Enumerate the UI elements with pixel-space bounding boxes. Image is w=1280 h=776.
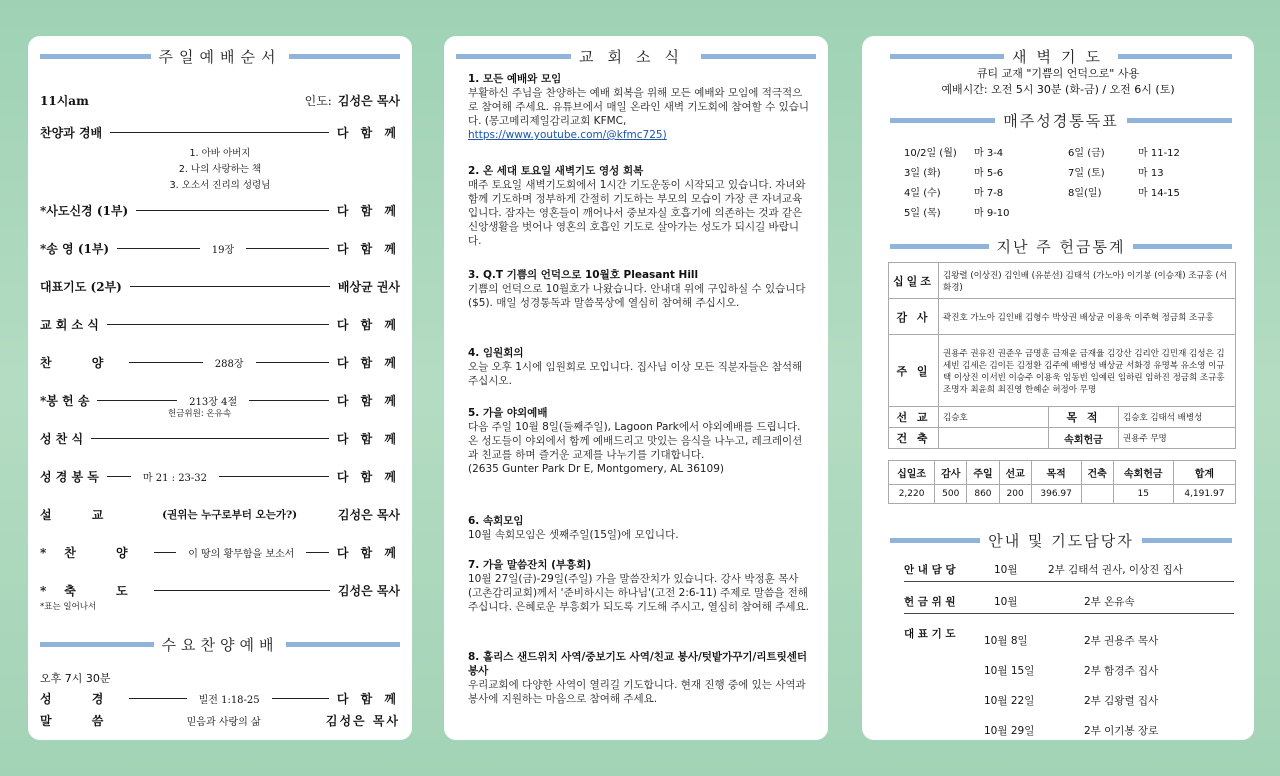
offering-note: 헌금위원: 온유속 xyxy=(168,409,232,419)
news-item: 2. 온 세대 토요일 새벽기도 영성 회복 매주 토요일 새벽기도회에서 1시간 기도운동이 시작되고 있습니다. 자녀와 함께 기도하며 정부하게 간절히 기도하는 부모의 모습이 가장 큰 자녀교육입니다. 잠자는 영혼들이 깨어나서 중보자실 호흡기에 의존하는 것과 같은 신앙생활을 벗어나 영혼의 호흡인 기도로 살아가는 성도가 되시길 바랍니다. xyxy=(468,165,806,247)
bible-reading-title: 매주성경통독표 xyxy=(1003,112,1119,130)
church-news-title: 교회소식 xyxy=(579,48,693,66)
order-item: *봉 헌 송 213장 4절 다 함 께 xyxy=(40,394,401,408)
leader-name: 김성은 목사 xyxy=(337,94,400,108)
order-item: 대표기도 (2부) 배상균 권사 xyxy=(40,280,400,294)
offering-totals-table xyxy=(888,460,1236,504)
church-news-heading xyxy=(456,46,816,67)
order-item: *찬 양 이 땅의 황무함을 보소서 다 함 께 xyxy=(40,546,401,560)
news-item: 7. 가을 말씀잔치 (부흥회) 10월 27일(금)-29일(주일) 가을 말씀잔치가 있습니다. 강사 박정훈 목사(고촌감리교회)께서 '준비하시는 하나님'(고전 2:6-11) 주제로 말씀을 전해 주십니다. 은혜로운 부흥회가 되도록 기도해 주시고, 열심히 참여해 주세요. xyxy=(468,559,810,613)
duty-heading xyxy=(890,530,1232,551)
table-row: 2,220 500 860 200 396.97 15 4,191.97 xyxy=(889,485,1236,504)
order-item: *축 도 김성은 목사 xyxy=(40,584,400,598)
table-row: 십일조 김왕렬 (이상진) 김인배 (유분선) 김태석 (가노아) 이기봉 (이승재) 조규홍 (서화경) xyxy=(889,263,1236,299)
offering-stats-heading xyxy=(890,236,1232,257)
wednesday-title: 수요찬양예배 xyxy=(161,636,279,654)
news-item: 8. 홀리스 샌드위치 사역/중보기도 사역/친교 봉사/텃밭가꾸기/리트릿센터 봉사 우리교회에 다양한 사역이 열리길 기도합니다. 현재 진행 중에 있는 사역과 봉사에 지원하는 마음으로 참여해 주세요. xyxy=(468,651,808,705)
wednesday-row: 성 경 빌전 1:18-25 다 함 께 xyxy=(40,692,401,706)
order-item: 교 회 소 식 다 함 께 xyxy=(40,318,400,332)
table-row: 건 축 속회헌금 권용주 무명 xyxy=(889,428,1236,449)
youtube-link[interactable]: https://www.youtube.com/@kfmc725) xyxy=(468,129,667,141)
table-row: 십일조 감사 주일 선교 목적 건축 속회헌금 합계 xyxy=(889,461,1236,485)
service-time-row xyxy=(40,92,400,109)
order-item: 성 경 봉 독 마 21 : 23-32 다 함 께 xyxy=(40,470,400,484)
wednesday-heading xyxy=(40,634,400,655)
worship-order-title: 주일예배순서 xyxy=(158,48,282,66)
dawn-prayer-title: 새벽기도 xyxy=(1012,48,1110,66)
order-item: *송 영 (1부) 19장 다 함 께 xyxy=(40,242,400,256)
news-item: 6. 속회모임 10월 속회모임은 셋째주일(15일)에 모입니다. xyxy=(468,515,679,541)
leader-label: 인도: xyxy=(304,94,332,108)
info-panel xyxy=(862,36,1254,740)
order-item: 성 찬 식 다 함 께 xyxy=(40,432,400,446)
wednesday-row: 말 씀 믿음과 사랑의 삶 김성은 목사 xyxy=(40,714,400,728)
order-item: 찬 양 288장 다 함 께 xyxy=(40,356,401,370)
wednesday-time: 오후 7시 30분 xyxy=(40,672,111,685)
prayer-list: 10월 8일 2부 권용주 목사 10월 15일 2부 함경주 집사 10월 22일 2부 김왕렬 집사 10월 29일 2부 이기봉 장로 xyxy=(984,635,1159,737)
order-item: *사도신경 (1부) 다 함 께 xyxy=(40,204,400,218)
bible-schedule-right: 6일 (금) 마 11-12 7일 (토) 마 13 8일(일) 마 14-15 xyxy=(1068,148,1180,199)
table-row: 주 일 권용주 권유진 권준우 금명훈 금재윤 금재율 김강산 김리안 김민재 김성은 김세빈 김세은 김이든 김정환 김주예 배병성 배상균 서화경 유명복 유소영 이규택 이상진 이서빈 이승주 이용욱 임동빈 임예린 임하린 임하진 정금희 조규홍 조명자 최윤희 최진영 한혜순 허정아 무명 xyxy=(889,335,1236,407)
offering-stats-title: 지난 주 헌금통계 xyxy=(996,238,1126,256)
offering-duty-row: 헌 금 위 원 10월 2부 온유속 xyxy=(904,594,1234,614)
worship-order-panel xyxy=(28,36,412,740)
bible-reading-heading xyxy=(890,110,1232,131)
table-row: 선 교 김승호 목 적 김승호 김태석 배병성 xyxy=(889,407,1236,428)
stand-note: *표는 일어나서 xyxy=(40,602,97,612)
news-item: 4. 임원회의 오늘 오후 1시에 임원회로 모입니다. 집사님 이상 모든 직분자들은 참석해 주십시오. xyxy=(468,347,803,387)
dawn-prayer-heading xyxy=(890,46,1232,67)
church-news-panel xyxy=(444,36,828,740)
news-item: 5. 가을 야외예배 다음 주일 10월 8일(둘째주일), Lagoon Park에서 야외예배를 드립니다. 온 성도들이 야외에서 함께 예배드리고 맛있는 음식을 나누고, 레크레이션과 친교를 하며 즐거운 교제를 나누기를 기대합니다. (2635 Gunter Park Dr E, Montgomery, AL 36109) xyxy=(468,407,803,475)
news-item: 3. Q.T 기쁨의 언덕으로 10월호 Pleasant Hill 기쁨의 언덕으로 10월호가 나왔습니다. 안내대 위에 구입하실 수 있습니다($5). 매일 성경통독과 말씀묵상에 열심히 참여해 주십시오. xyxy=(468,269,806,309)
order-item: 설 교 (권위는 누구로부터 오는가?) 김성은 목사 xyxy=(40,508,400,522)
offering-table xyxy=(888,262,1236,449)
usher-row: 안 내 담 당 10월 2부 김태석 권사, 이상진 집사 xyxy=(904,562,1234,582)
prayer-label: 대 표 기 도 xyxy=(904,628,956,640)
worship-order-heading xyxy=(40,46,400,67)
order-item: 찬양과 경배 다 함 께 xyxy=(40,126,400,140)
dawn-prayer-info: 큐티 교재 "기쁨의 언덕으로" 사용 예배시간: 오전 5시 30분 (화-금) / 오전 6시 (토) xyxy=(941,67,1175,96)
service-time: 11시am xyxy=(40,94,89,108)
table-row: 감 사 곽진호 가노아 김인배 김형수 박상권 배상균 이용욱 이주혁 정금희 조규홍 xyxy=(889,299,1236,335)
news-item: 1. 모든 예배와 모임 부활하신 주님을 찬양하는 예배 회복을 위해 모든 예배와 모임에 적극적으로 참여해 주세요. 유튜브에서 매일 온라인 새벽 기도회에 참여할 수 있습니다. (몽고메리제일감리교회 KFMC, https://www.youtube.com/@kfmc725) xyxy=(468,73,810,141)
bible-schedule-left: 10/2일 (월) 마 3-4 3일 (화) 마 5-6 4일 (수) 마 7-8 5일 (목) 마 9-10 xyxy=(904,148,1010,219)
song-list: 1. 아바 아버지 2. 나의 사랑하는 책 3. 오소서 진리의 성령님 xyxy=(169,148,271,191)
duty-title: 안내 및 기도담당자 xyxy=(988,532,1134,550)
